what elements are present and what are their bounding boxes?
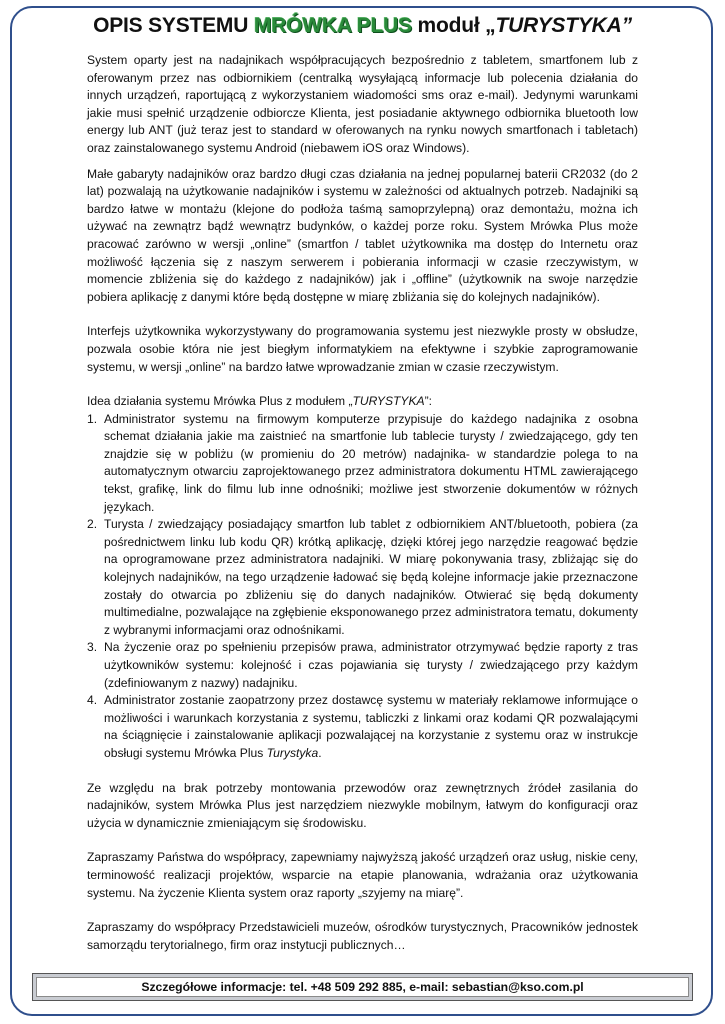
list-number: 1. xyxy=(87,411,98,426)
list-number: 3. xyxy=(87,640,98,655)
list-number: 2. xyxy=(87,517,98,532)
idea-list xyxy=(87,411,638,763)
idea-suffix: ”: xyxy=(424,394,433,409)
list-item-tail: . xyxy=(318,745,322,760)
brand-name: MRÓWKA PLUS xyxy=(253,14,412,37)
document-title xyxy=(0,14,725,38)
paragraph-system-overview: System oparty jest na nadajnikach współpracujących bezpośrednio z tabletem, smartfonem lub z oferowanym przez nas odbiornikiem (centralką wysyłającą informacje lub polecenia działania do innych urządzeń, raportującą z wykorzystaniem wiadomości sms oraz e-mail). Jedynymi warunkami jakie musi spełnić urządzenie odbiorcze Klienta, jest posiadanie aktywnego odbiornika bluetooth low energy lub ANT (już teraz jest to standard w oferowanych na rynku nowych smartfonach i tabletach) oraz zainstalowanego systemu Android (niebawem iOS oraz Windows). xyxy=(87,53,638,155)
document-body xyxy=(87,52,638,954)
paragraph-mobility: Ze względu na brak potrzeby montowania przewodów oraz zewnętrznych źródeł zasilania do nadajników, system Mrówka Plus jest narzędziem niezwykle mobilnym, łatwym do konfiguracji oraz użycia w dynamicznie zmieniającym się środowisku. xyxy=(87,780,638,830)
list-item-text: Administrator zostanie zaopatrzony przez dostawcę systemu w materiały reklamowe informujące o możliwości i warunkach korzystania z systemu, tabliczki z linkami oraz kodami QR pozwalającymi na ściągnięcie i zainstalowanie aplikacji pozwalającej na korzystanie z systemu oraz w instrukcje obsługi systemu Mrówka Plus xyxy=(104,693,638,760)
idea-intro: Idea działania systemu Mrówka Plus z modułem „ xyxy=(87,394,353,409)
paragraph-target-groups: Zapraszamy do współpracy Przedstawicieli muzeów, ośrodków turystycznych, Pracowników jednostek samorządu terytorialnego, firm oraz instytucji publicznych… xyxy=(87,920,638,952)
list-item xyxy=(87,692,638,762)
contact-footer xyxy=(32,973,693,1001)
list-item xyxy=(87,516,638,639)
list-item-italic: Turystyka xyxy=(266,745,319,760)
title-prefix: OPIS SYSTEMU xyxy=(93,14,249,37)
list-item-text: Turysta / zwiedzający posiadający smartfon lub tablet z odbiornikiem ANT/bluetooth, pobiera (za pośrednictwem linku lub kodu QR) krótką aplikację, dzięki której jego narzędzie reagować będzie na oprogramowane przez administratora nadajniki. W miarę pokonywania trasy, zbliżając się do kolejnych nadajników, na tego urządzenie ładować się będą kolejne informacje jakie przeznaczone zostały do otwarcia po zbliżeniu się do danych nadajników. Otwierać się będą dokumenty multimedialne, pozwalające na zgłębienie eksponowanego przez administratora tematu, dokumenty z wybranymi informacjami oraz odnośnikami. xyxy=(104,517,638,637)
paragraph-interface: Interfejs użytkownika wykorzystywany do programowania systemu jest niezwykle prosty w obsłudze, pozwala osobie która nie jest biegłym informatykiem na efektywne i szybkie zaprogramowanie systemu, w wersji „online” na bardzo łatwe wprowadzanie zmian w czasie rzeczywistym. xyxy=(87,324,638,374)
list-item xyxy=(87,639,638,692)
list-item-text: Na życzenie oraz po spełnieniu przepisów prawa, administrator otrzymywać będzie raporty z tras użytkowników systemu: kolejność i czas pojawiania się turysty / zwiedzającego przy każdym (zdefiniowanym z nazwy) nadajniku. xyxy=(104,640,638,690)
title-suffix: ” xyxy=(621,14,632,37)
list-item-text: Administrator systemu na firmowym komputerze przypisuje do każdego nadajnika z osobna schemat działania jakie ma zaistnieć na smartfonie lub tablecie turysty / zwiedzającego, gdy ten znajdzie się w pobliżu (w promieniu do 20 metrów) nadajnika- w standardzie polega to na automatycznym otwarciu zaprojektowanego przez administratora dokumentu HTML zawierającego tekst, grafikę, link do filmu lub inne odnośniki; możliwe jest stworzenie dokumentów w różnych językach. xyxy=(104,411,638,514)
module-name: TURYSTYKA xyxy=(495,14,622,37)
contact-info: Szczegółowe informacje: tel. +48 509 292 885, e-mail: sebastian@kso.com.pl xyxy=(36,977,689,997)
list-item xyxy=(87,411,638,517)
paragraph-transmitters: Małe gabaryty nadajników oraz bardzo długi czas działania na jednej popularnej baterii CR2032 (do 2 lat) pozwalają na użytkowanie nadajników i systemu w zależności od aktualnych potrzeb. Nadajniki są bardzo łatwe w montażu (klejone do podłoża taśmą samoprzylepną) oraz demontażu, można ich używać na zewnątrz bądź wewnątrz budynków, o każdej porze roku. System Mrówka Plus może pracować zarówno w wersji „online” (smartfon / tablet użytkownika ma dostęp do Internetu oraz możliwość łączenia się z naszym serwerem i pobierania informacji w czasie rzeczywistym, w momencie zbliżenia się do każdego z nadajników) jak i „offline” (użytkownik na swoje narzędzie pobiera aplikację z danymi które będą dostępne w miarę zbliżania się do kolejnych nadajników). xyxy=(87,166,638,304)
paragraph-invitation: Zapraszamy Państwa do współpracy, zapewniamy najwyższą jakość urządzeń oraz usług, niskie ceny, terminowość realizacji projektów, wsparcie na etapie planowania, wdrażania oraz użytkowania systemu. Na życzenie Klienta system oraz raporty „szyjemy na miarę”. xyxy=(87,850,638,900)
title-middle: moduł „ xyxy=(417,14,496,37)
idea-heading xyxy=(87,393,638,411)
list-number: 4. xyxy=(87,693,98,708)
idea-module: TURYSTYKA xyxy=(352,394,425,409)
